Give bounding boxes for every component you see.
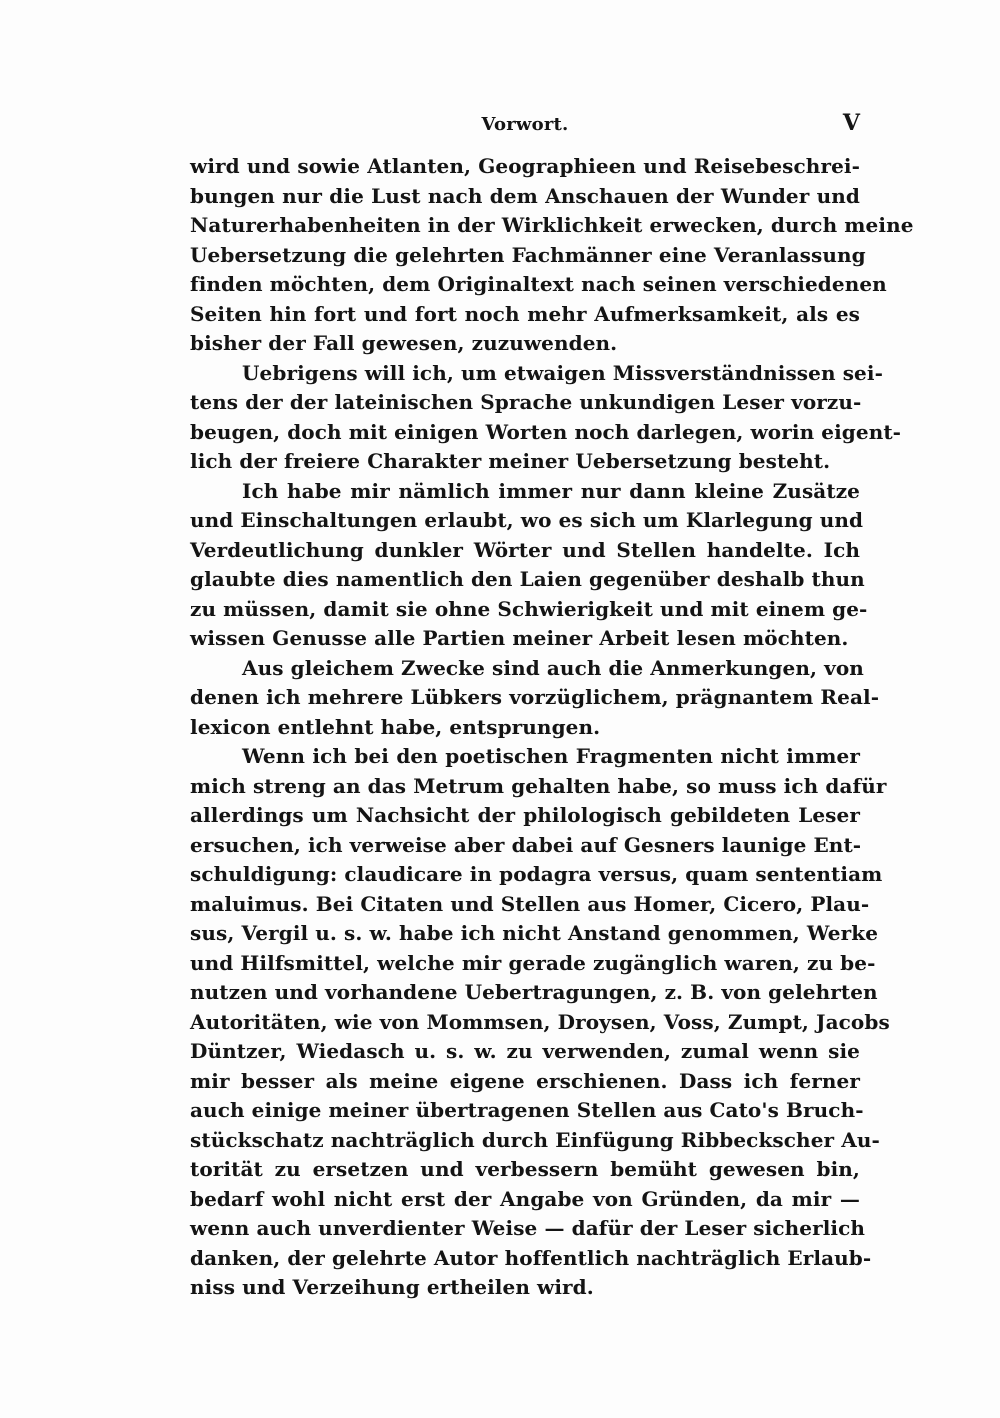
text-line: Seiten hin fort und fort noch mehr Aufmerksamkeit, als es [190, 301, 860, 326]
text-line: wird und sowie Atlanten, Geographieen und Reisebeschrei- [190, 154, 860, 178]
text-line: Düntzer, Wiedasch u. s. w. zu verwenden, zumal wenn sie [190, 1039, 860, 1063]
text-line: maluimus. Bei Citaten und Stellen aus Homer, Cicero, Plau- [190, 891, 870, 916]
page-number: V [842, 110, 860, 136]
text-line: wissen Genusse alle Partien meiner Arbeit lesen möchten. [190, 626, 849, 650]
text-line: niss und Verzeihung ertheilen wird. [190, 1275, 594, 1299]
text-line: Uebrigens will ich, um etwaigen Missverständnissen sei- [242, 360, 883, 385]
text-line: wenn auch unverdienter Weise — dafür der Leser sicherlich [190, 1216, 866, 1240]
text-line: bisher der Fall gewesen, zuzuwenden. [190, 331, 618, 355]
text-line: denen ich mehrere Lübkers vorzüglichem, prägnantem Real- [190, 685, 880, 709]
text-line: allerdings um Nachsicht der philologisch gebildeten Leser [190, 803, 860, 827]
text-line: lexicon entlehnt habe, entsprungen. [190, 714, 601, 739]
text-line: ersuchen, ich verweise aber dabei auf Gesners launige Ent- [190, 832, 862, 857]
text-line: bungen nur die Lust nach dem Anschauen der Wunder und [190, 183, 860, 208]
text-line: mich streng an das Metrum gehalten habe, so muss ich dafür [190, 773, 887, 798]
text-line: stückschatz nachträglich durch Einfügung Ribbeckscher Au- [190, 1127, 880, 1152]
text-line: nutzen und vorhandene Uebertragungen, z. B. von gelehrten [190, 980, 878, 1004]
text-line: und Einschaltungen erlaubt, wo es sich um Klarlegung und [190, 508, 864, 532]
text-line: auch einige meiner übertragenen Stellen aus Cato's Bruch- [190, 1098, 864, 1122]
body-text [190, 152, 914, 1303]
text-line: Uebersetzung die gelehrten Fachmänner eine Veranlassung [190, 242, 866, 267]
text-line: finden möchten, dem Originaltext nach seinen verschiedenen [190, 272, 887, 296]
text-line: Wenn ich bei den poetischen Fragmenten nicht immer [242, 744, 860, 768]
text-line: beugen, doch mit einigen Worten noch darlegen, worin eigent- [190, 419, 902, 444]
text-line: sus, Vergil u. s. w. habe ich nicht Anstand genommen, Werke [190, 921, 879, 945]
text-line: bedarf wohl nicht erst der Angabe von Gründen, da mir — [190, 1186, 860, 1211]
text-line: mir besser als meine eigene erschienen. Dass ich ferner [190, 1068, 860, 1093]
running-title: Vorwort. [481, 114, 569, 135]
text-line: tens der der lateinischen Sprache unkundigen Leser vorzu- [190, 390, 862, 414]
text-line: danken, der gelehrte Autor hoffentlich nachträglich Erlaub- [190, 1245, 872, 1270]
text-line: Autoritäten, wie von Mommsen, Droysen, Voss, Zumpt, Jacobs [190, 1009, 890, 1034]
text-line: Verdeutlichung dunkler Wörter und Stellen handelte. Ich [190, 537, 860, 562]
page-header [190, 108, 860, 142]
text-line: Aus gleichem Zwecke sind auch die Anmerkungen, von [242, 655, 864, 680]
text-line: und Hilfsmittel, welche mir gerade zugänglich waren, zu be- [190, 950, 876, 975]
text-line: Ich habe mir nämlich immer nur dann kleine Zusätze [242, 478, 860, 503]
text-line: Naturerhabenheiten in der Wirklichkeit erwecken, durch meine [190, 213, 914, 237]
text-line: zu müssen, damit sie ohne Schwierigkeit und mit einem ge- [190, 596, 868, 621]
text-line: schuldigung: claudicare in podagra versus, quam sententiam [190, 862, 883, 886]
text-line: glaubte dies namentlich den Laien gegenüber deshalb thun [190, 567, 865, 591]
text-line: torität zu ersetzen und verbessern bemüht gewesen bin, [190, 1157, 860, 1181]
text-line: lich der freiere Charakter meiner Uebersetzung besteht. [190, 449, 831, 473]
